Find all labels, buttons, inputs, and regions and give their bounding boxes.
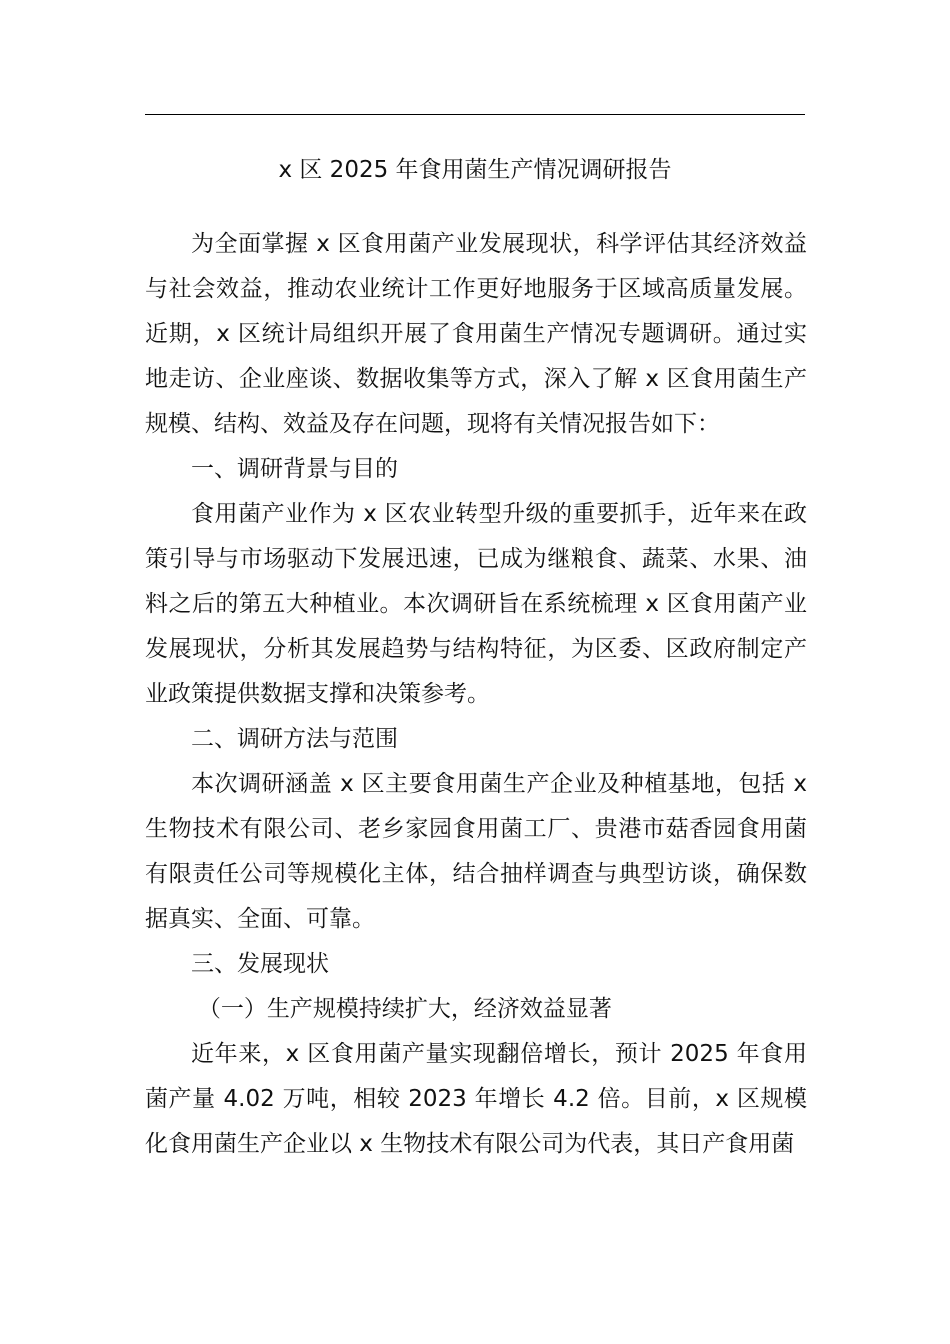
section-heading-methods: 二、调研方法与范围 bbox=[191, 726, 398, 752]
methods-paragraph: 本次调研涵盖 x 区主要食用菌生产企业及种植基地，包括 x 生物技术有限公司、老乡家园食用菌工厂、贵港市菇香园食用菌有限责任公司等规模化主体，结合抽样调查与典型访谈，确保数据真实、全面、可靠。 bbox=[145, 771, 807, 932]
header-rule bbox=[145, 114, 805, 115]
subsection-heading-scale: （一）生产规模持续扩大，经济效益显著 bbox=[197, 996, 612, 1022]
section-heading-background: 一、调研背景与目的 bbox=[191, 456, 398, 482]
background-paragraph: 食用菌产业作为 x 区农业转型升级的重要抓手，近年来在政策引导与市场驱动下发展迅速，已成为继粮食、蔬菜、水果、油料之后的第五大种植业。本次调研旨在系统梳理 x 区食用菌产业发展现状，分析其发展趋势与结构特征，为区委、区政府制定产业政策提供数据支撑和决策参考。 bbox=[145, 501, 807, 707]
section-heading-status: 三、发展现状 bbox=[191, 951, 329, 977]
scale-paragraph: 近年来，x 区食用菌产量实现翻倍增长，预计 2025 年食用菌产量 4.02 万吨，相较 2023 年增长 4.2 倍。目前，x 区规模化食用菌生产企业以 x 生物技术有限公司为代表，其日产食用菌 bbox=[145, 1041, 807, 1157]
document-body bbox=[145, 222, 807, 1167]
document-title: x 区 2025 年食用菌生产情况调研报告 bbox=[278, 157, 672, 183]
intro-paragraph: 为全面掌握 x 区食用菌产业发展现状，科学评估其经济效益与社会效益，推动农业统计工作更好地服务于区域高质量发展。近期，x 区统计局组织开展了食用菌生产情况专题调研。通过实地走访、企业座谈、数据收集等方式，深入了解 x 区食用菌生产规模、结构、效益及存在问题，现将有关情况报告如下： bbox=[145, 231, 807, 437]
